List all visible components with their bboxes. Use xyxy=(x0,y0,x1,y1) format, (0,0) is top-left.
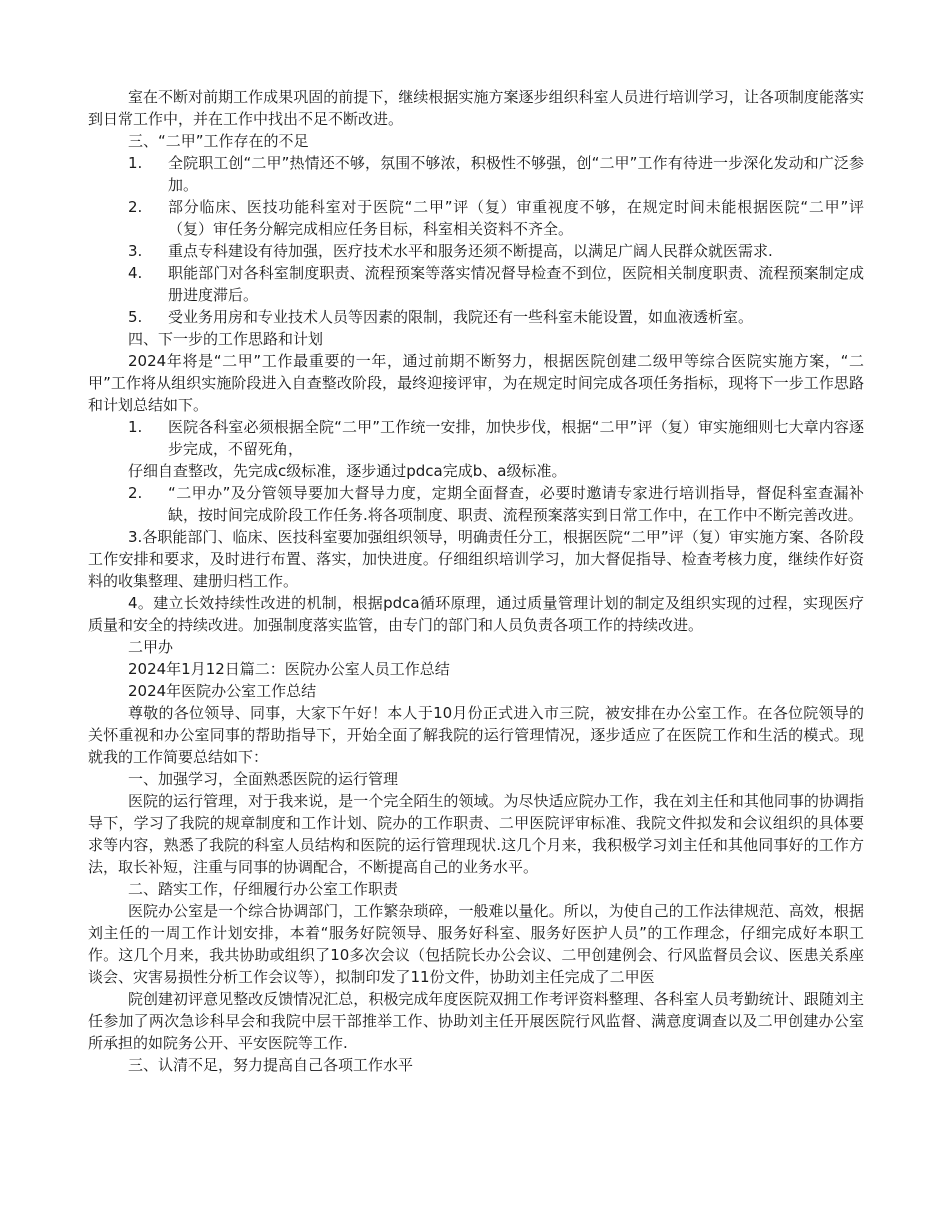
paragraph: 仔细自查整改，先完成c级标准，逐步通过pdca完成b、a级标准。 xyxy=(128,462,567,480)
report-title: 2024年医院办公室工作总结 xyxy=(128,682,317,700)
paragraph: 4。建立长效持续性改进的机制，根据pdca循环原理，通过质量管理计划的制定及组织实现的过程，实现医疗质量和安全的持续改进。加强制度落实监管，由专门的部门和人员负责各项工作的持续改进。 xyxy=(88,594,864,634)
list-number: 1. xyxy=(128,154,143,172)
list-item xyxy=(88,196,864,240)
list-item xyxy=(88,240,864,262)
list-item xyxy=(88,262,864,306)
list-item xyxy=(88,482,864,526)
list-text: 受业务用房和专业技术人员等因素的限制，我院还有一些科室未能设置，如血液透析室。 xyxy=(168,308,754,326)
list-number: 2. xyxy=(128,198,143,216)
section-heading: 三、认清不足，努力提高自己各项工作水平 xyxy=(128,1056,414,1074)
section-heading: 一、加强学习，全面熟悉医院的运行管理 xyxy=(128,770,399,788)
section-heading: 四、下一步的工作思路和计划 xyxy=(128,330,324,348)
paragraph: 医院办公室是一个综合协调部门，工作繁杂琐碎，一般难以量化。所以，为使自己的工作法律规范、高效，根据刘主任的一周工作计划安排，本着“服务好院领导、服务好科室、服务好医护人员”的工作理念，仔细完成好本职工作。这几个月来，我共协助或组织了10多次会议（包括院长办公会议、二甲创建例会、行风监督员会议、医患关系座谈会、灾害易损性分析工作会议等），拟制印发了11份文件，协助刘主任完成了二甲医 xyxy=(88,902,864,986)
paragraph: 医院的运行管理，对于我来说，是一个完全陌生的领域。为尽快适应院办工作，我在刘主任和其他同事的协调指导下，学习了我院的规章制度和工作计划、院办的工作职责、二甲医院评审标准、我院文件拟发和会议组织的具体要求等内容，熟悉了我院的科室人员结构和医院的运行管理现状.这几个月来，我积极学习刘主任和其他同事好的工作方法，取长补短，注重与同事的协调配合，不断提高自己的业务水平。 xyxy=(88,792,864,876)
list-text: 职能部门对各科室制度职责、流程预案等落实情况督导检查不到位，医院相关制度职责、流程预案制定成册进度滞后。 xyxy=(168,264,864,304)
list-number: 4. xyxy=(128,264,143,282)
list-number: 2. xyxy=(128,484,143,502)
list-number: 1. xyxy=(128,418,143,436)
list-number: 5. xyxy=(128,308,143,326)
list-text: 重点专科建设有待加强，医疗技术水平和服务还须不断提高，以满足广阔人民群众就医需求. xyxy=(168,242,773,260)
paragraph: 院创建初评意见整改反馈情况汇总，积极完成年度医院双拥工作考评资料整理、各科室人员考勤统计、跟随刘主任参加了两次急诊科早会和我院中层干部推举工作、协助刘主任开展医院行风监督、满意度调查以及二甲创建办公室所承担的如院务公开、平安医院等工作. xyxy=(88,990,864,1052)
signature: 二甲办 xyxy=(128,638,174,656)
list-item xyxy=(88,306,864,328)
paragraph: 2024年将是“二甲”工作最重要的一年，通过前期不断努力，根据医院创建二级甲等综合医院实施方案，“二甲”工作将从组织实施阶段进入自查整改阶段，最终迎接评审，为在规定时间完成各项任务指标，现将下一步工作思路和计划总结如下。 xyxy=(88,352,864,414)
section-heading: 二、踏实工作，仔细履行办公室工作职责 xyxy=(128,880,399,898)
list-text: 部分临床、医技功能科室对于医院“二甲”评（复）审重视度不够，在规定时间未能根据医院“二甲”评（复）审任务分解完成相应任务目标，科室相关资料不齐全。 xyxy=(168,198,864,238)
list-number: 3. xyxy=(128,242,143,260)
paragraph: 室在不断对前期工作成果巩固的前提下，继续根据实施方案逐步组织科室人员进行培训学习，让各项制度能落实到日常工作中，并在工作中找出不足不断改进。 xyxy=(88,88,864,128)
paragraph: 3.各职能部门、临床、医技科室要加强组织领导，明确责任分工，根据医院“二甲”评（复）审实施方案、各阶段工作安排和要求，及时进行布置、落实，加快进度。仔细组织培训学习，加大督促指导、检查考核力度，继续作好资料的收集整理、建册归档工作。 xyxy=(88,528,864,590)
list-text: 全院职工创“二甲”热情还不够，氛围不够浓，积极性不够强，创“二甲”工作有待进一步深化发动和广泛参加。 xyxy=(168,154,864,194)
list-text: 医院各科室必须根据全院“二甲”工作统一安排，加快步伐，根据“二甲”评（复）审实施细则七大章内容逐步完成，不留死角， xyxy=(168,418,864,458)
list-item xyxy=(88,152,864,196)
date-line: 2024年1月12日篇二：医院办公室人员工作总结 xyxy=(128,660,450,678)
list-item xyxy=(88,416,864,460)
list-text: “二甲办”及分管领导要加大督导力度，定期全面督查，必要时邀请专家进行培训指导，督促科室查漏补缺，按时间完成阶段工作任务.将各项制度、职责、流程预案落实到日常工作中，在工作中不断完善改进。 xyxy=(168,484,864,524)
section-heading: 三、“二甲”工作存在的不足 xyxy=(128,132,309,150)
document-body xyxy=(88,86,864,1076)
paragraph: 尊敬的各位领导、同事，大家下午好！本人于10月份正式进入市三院，被安排在办公室工作。在各位院领导的关怀重视和办公室同事的帮助指导下，开始全面了解我院的运行管理情况，逐步适应了在医院工作和生活的模式。现就我的工作简要总结如下： xyxy=(88,704,864,766)
